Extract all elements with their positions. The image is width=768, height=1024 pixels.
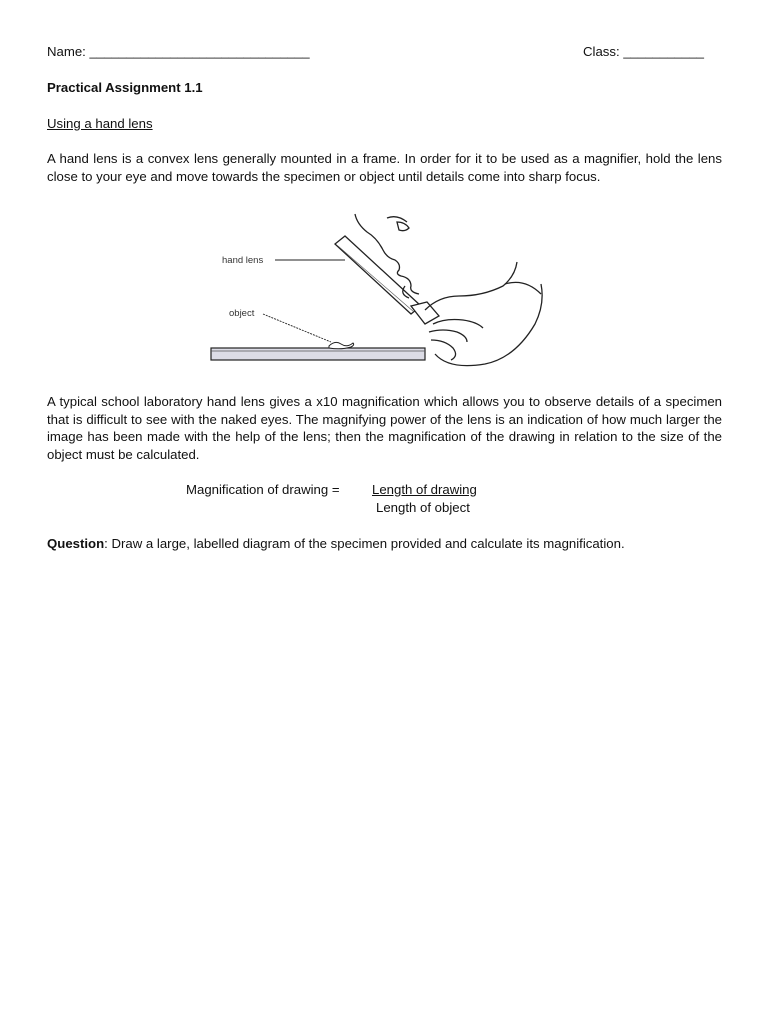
hand-lens-diagram	[205, 206, 565, 372]
intro-text: A hand lens is a convex lens generally mounted in a frame. In order for it to be used as a magnifier, hold the lens close to your eye and move towards the specimen or object until details come into sharp focus.	[47, 151, 722, 184]
question-text: : Draw a large, labelled diagram of the specimen provided and calculate its magnification.	[104, 536, 625, 551]
intro-paragraph	[47, 150, 722, 185]
formula-denominator: Length of object	[376, 500, 470, 515]
object-leader	[263, 314, 331, 342]
formula-label: Magnification of drawing =	[186, 482, 340, 497]
hand-lens-illustration	[205, 206, 565, 372]
body-paragraph	[47, 393, 722, 463]
header-row	[47, 44, 704, 62]
name-field: Name: ______________________________	[47, 44, 310, 59]
object-label: object	[229, 308, 255, 319]
magnification-formula	[186, 482, 506, 518]
formula-numerator: Length of drawing	[372, 482, 477, 497]
hand	[425, 262, 542, 366]
assignment-title: Practical Assignment 1.1	[47, 80, 203, 95]
bench-slide	[211, 348, 425, 360]
question-line	[47, 536, 625, 551]
section-heading: Using a hand lens	[47, 116, 153, 131]
hand-lens-tool	[335, 236, 439, 324]
class-field: Class: ___________	[583, 44, 704, 59]
body-text: A typical school laboratory hand lens gives a x10 magnification which allows you to observe details of a specimen that is difficult to see with the naked eyes. The magnifying power of the lens is an indication of how much larger the image has been made with the help of the lens; then the magnification of the drawing in relation to the size of the object must be calculated.	[47, 394, 722, 462]
question-label: Question	[47, 536, 105, 551]
hand-lens-label: hand lens	[222, 255, 264, 266]
